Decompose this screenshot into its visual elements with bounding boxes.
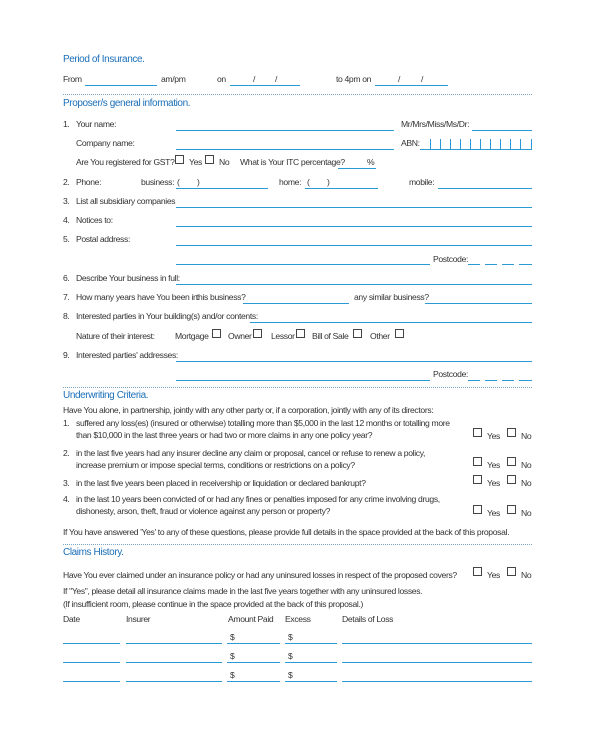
question-text: in the last five years had any insurer decline any claim or proposal, cancel or refuse to renew a policy,: [76, 448, 426, 458]
insurer-field[interactable]: [126, 662, 222, 663]
home-phone-label: home:: [279, 177, 302, 187]
postcode-digit: [468, 264, 480, 265]
interested-addresses-field[interactable]: [176, 361, 532, 362]
question-text: in the last five years been placed in receivership or liquidation or declared bankrupt?: [76, 478, 366, 488]
column-header-insurer: Insurer: [126, 614, 151, 624]
item-number: 3.: [63, 478, 70, 488]
notices-field[interactable]: [176, 226, 532, 227]
abn-tick: [490, 139, 491, 149]
details-field[interactable]: [342, 681, 532, 682]
owner-checkbox[interactable]: [253, 329, 262, 338]
no-label: No: [219, 157, 230, 167]
currency-sign: $: [288, 632, 293, 642]
question-text: increase premium or impose special terms, conditions or restrictions on a policy?: [76, 460, 355, 470]
lessor-checkbox[interactable]: [296, 329, 305, 338]
q1-no-checkbox[interactable]: [507, 428, 516, 437]
abn-tick: [520, 139, 521, 149]
excess-field[interactable]: [285, 662, 337, 663]
postcode-digit: [519, 264, 532, 265]
business-description-label: Describe Your business in full:: [76, 273, 180, 283]
from-label: From: [63, 74, 82, 84]
percent-sign: %: [367, 157, 375, 167]
other-checkbox[interactable]: [395, 329, 404, 338]
column-header-date: Date: [63, 614, 80, 624]
currency-sign: $: [230, 632, 235, 642]
interested-addresses-label: Interested parties' addresses:: [76, 350, 178, 360]
underwriting-intro: Have You alone, in partnership, jointly with any other party or, if a corporation, jointly with any of its directors:: [63, 405, 434, 415]
owner-label: Owner: [228, 331, 252, 341]
yes-label: Yes: [487, 570, 500, 580]
q3-no-checkbox[interactable]: [507, 475, 516, 484]
date-field[interactable]: [63, 643, 120, 644]
details-field[interactable]: [342, 643, 532, 644]
subsidiaries-field[interactable]: [176, 207, 532, 208]
item-number: 5.: [63, 234, 70, 244]
currency-sign: $: [230, 670, 235, 680]
yes-label: Yes: [487, 431, 500, 441]
date-slash: /: [421, 74, 424, 84]
item-number: 1.: [63, 418, 70, 428]
paren: (: [177, 177, 180, 187]
nature-label: Nature of their interest:: [76, 331, 155, 341]
q4-yes-checkbox[interactable]: [473, 505, 482, 514]
similar-business-label: any similar business?: [354, 292, 429, 302]
item-number: 4.: [63, 215, 70, 225]
postcode-digit: [485, 380, 497, 381]
no-label: No: [521, 570, 532, 580]
section-heading-period: Period of Insurance.: [63, 54, 145, 65]
item-number: 3.: [63, 196, 70, 206]
claims-question: Have You ever claimed under an insurance policy or had any uninsured losses in respect of the proposed covers?: [63, 570, 457, 580]
abn-tick: [500, 139, 501, 149]
question-text: suffered any loss(es) (insured or otherwise) totalling more than $5,000 in the last 12 months or totalling more: [76, 418, 450, 428]
phone-label: Phone:: [76, 177, 102, 187]
q1-yes-checkbox[interactable]: [473, 428, 482, 437]
other-label: Other: [370, 331, 390, 341]
to-label: to 4pm on: [336, 74, 372, 84]
excess-field[interactable]: [285, 643, 337, 644]
company-name-field[interactable]: [176, 149, 394, 150]
section-heading-claims: Claims History.: [63, 547, 124, 558]
date-slash: /: [253, 74, 256, 84]
amount-paid-field[interactable]: [227, 643, 280, 644]
section-heading-underwriting: Underwriting Criteria.: [63, 390, 149, 401]
details-field[interactable]: [342, 662, 532, 663]
abn-tick: [440, 139, 441, 149]
your-name-label: Your name:: [76, 119, 117, 129]
years-label: How many years have You been in:: [76, 292, 200, 302]
question-text: in the last 10 years been convicted of or had any fines or penalties imposed for any crime involving drugs,: [76, 494, 440, 504]
abn-tick: [480, 139, 481, 149]
this-business-years-field[interactable]: [243, 303, 349, 304]
itc-field[interactable]: [338, 168, 376, 169]
postcode-digit: [502, 264, 514, 265]
abn-label: ABN:: [401, 138, 420, 148]
no-label: No: [521, 460, 532, 470]
abn-tick: [460, 139, 461, 149]
gst-no-checkbox[interactable]: [205, 155, 214, 164]
on-label: on: [217, 74, 226, 84]
mobile-field[interactable]: [438, 188, 532, 189]
gst-label: Are You registered for GST?: [76, 157, 175, 167]
claims-no-checkbox[interactable]: [507, 567, 516, 576]
postcode-label: Postcode:: [433, 254, 469, 264]
postal-address-label: Postal address:: [76, 234, 130, 244]
excess-field[interactable]: [285, 681, 337, 682]
claims-instructions: (If insufficient room, please continue in the space provided at the back of this proposal.): [63, 599, 363, 609]
company-name-label: Company name:: [76, 138, 135, 148]
date-slash: /: [275, 74, 278, 84]
question-text: than $10,000 in the last three years or had two or more claims in any one policy year?: [76, 430, 373, 440]
item-number: 6.: [63, 273, 70, 283]
column-header-excess: Excess: [285, 614, 311, 624]
amount-paid-field[interactable]: [227, 662, 280, 663]
subsidiaries-label: List all subsidiary companies: [76, 196, 176, 206]
abn-tick: [430, 139, 431, 149]
mobile-label: mobile:: [409, 177, 435, 187]
home-phone-field[interactable]: [305, 188, 378, 189]
currency-sign: $: [288, 670, 293, 680]
yes-label: Yes: [487, 460, 500, 470]
item-number: 2.: [63, 448, 70, 458]
divider: [63, 544, 532, 545]
q2-no-checkbox[interactable]: [507, 457, 516, 466]
from-date-field[interactable]: [230, 85, 300, 86]
paren: ): [197, 177, 200, 187]
postcode-digit: [519, 380, 532, 381]
from-time-field[interactable]: [85, 85, 157, 86]
section-heading-proposer: Proposer/s general information.: [63, 98, 191, 109]
item-number: 7.: [63, 292, 70, 302]
paren: (: [307, 177, 310, 187]
bill-of-sale-checkbox[interactable]: [353, 329, 362, 338]
to-date-field[interactable]: [375, 85, 448, 86]
claims-yes-checkbox[interactable]: [473, 567, 482, 576]
business-phone-field[interactable]: [176, 188, 268, 189]
similar-business-years-field[interactable]: [425, 303, 532, 304]
gst-yes-checkbox[interactable]: [175, 155, 184, 164]
ampm-label: am/pm: [161, 74, 186, 84]
postcode-digit: [485, 264, 497, 265]
postcode-label: Postcode:: [433, 369, 469, 379]
underwriting-note: If You have answered 'Yes' to any of these questions, please provide full details in the space provided at the back of this proposal.: [63, 527, 510, 537]
paren: ): [327, 177, 330, 187]
currency-sign: $: [230, 651, 235, 661]
date-field[interactable]: [63, 662, 120, 663]
yes-label: Yes: [487, 508, 500, 518]
q4-no-checkbox[interactable]: [507, 505, 516, 514]
item-number: 4.: [63, 494, 70, 504]
yes-label: Yes: [487, 478, 500, 488]
postal-address-field-2[interactable]: [176, 264, 430, 265]
abn-tick: [531, 139, 532, 149]
postcode-digit: [468, 380, 480, 381]
currency-sign: $: [288, 651, 293, 661]
business-phone-label: business:: [141, 177, 175, 187]
notices-label: Notices to:: [76, 215, 113, 225]
date-field[interactable]: [63, 681, 120, 682]
item-number: 2.: [63, 177, 70, 187]
bill-of-sale-label: Bill of Sale: [312, 331, 349, 341]
mortgage-checkbox[interactable]: [212, 329, 221, 338]
interested-parties-field[interactable]: [250, 322, 532, 323]
business-description-field[interactable]: [176, 284, 532, 285]
divider: [63, 387, 532, 388]
amount-paid-field[interactable]: [227, 681, 280, 682]
interested-parties-label: Interested parties in Your building(s) and/or contents:: [76, 311, 258, 321]
mortgage-label: Mortgage: [175, 331, 209, 341]
item-number: 8.: [63, 311, 70, 321]
item-number: 9.: [63, 350, 70, 360]
title-label: Mr/Mrs/Miss/Ms/Dr:: [401, 119, 470, 129]
yes-label: Yes: [189, 157, 202, 167]
postcode-digit: [502, 380, 514, 381]
column-header-details: Details of Loss: [342, 614, 394, 624]
insurer-field[interactable]: [126, 681, 222, 682]
lessor-label: Lessor: [271, 331, 295, 341]
itc-label: What is Your ITC percentage?: [240, 157, 345, 167]
q2-yes-checkbox[interactable]: [473, 457, 482, 466]
date-slash: /: [398, 74, 401, 84]
abn-tick: [450, 139, 451, 149]
abn-baseline: [420, 149, 532, 150]
interested-addresses-field-2[interactable]: [176, 380, 430, 381]
postal-address-field[interactable]: [176, 245, 532, 246]
your-name-field[interactable]: [176, 130, 394, 131]
abn-tick: [510, 139, 511, 149]
column-header-amount-paid: Amount Paid: [228, 614, 274, 624]
no-label: No: [521, 508, 532, 518]
insurer-field[interactable]: [126, 643, 222, 644]
no-label: No: [521, 478, 532, 488]
no-label: No: [521, 431, 532, 441]
title-field[interactable]: [472, 130, 532, 131]
divider: [63, 94, 532, 95]
question-text: dishonesty, arson, theft, fraud or violence against any person or property?: [76, 506, 331, 516]
q3-yes-checkbox[interactable]: [473, 475, 482, 484]
abn-tick: [470, 139, 471, 149]
claims-instructions: If "Yes", please detail all insurance claims made in the last five years together with any uninsured losses.: [63, 586, 423, 596]
item-number: 1.: [63, 119, 70, 129]
this-business-label: this business?: [196, 292, 246, 302]
